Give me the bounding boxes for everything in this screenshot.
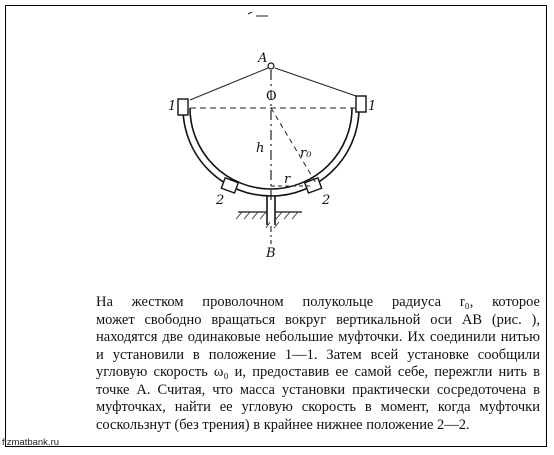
- problem-line-5: угловую скорость ω₀ и, предоставив ее самой себе, пережгли нить в: [96, 364, 540, 380]
- label-2-left: 2: [216, 193, 225, 208]
- problem-line-3: находятся две одинаковые небольшие муфточки. Их соединили нитью: [96, 329, 540, 345]
- problem-line-4: и установили в положение 1—1. Затем всей установке сообщили: [96, 346, 540, 363]
- problem-text: [96, 294, 540, 434]
- label-2-right: 2: [322, 193, 331, 208]
- label-h: h: [256, 141, 265, 156]
- thread-left: [190, 68, 268, 100]
- label-1-left: 1: [168, 99, 177, 114]
- coupling-1-right: [356, 96, 366, 112]
- coupling-1-left: [178, 99, 188, 115]
- label-a: A: [258, 51, 268, 66]
- label-r: r: [284, 172, 291, 187]
- label-r0: r₀: [300, 146, 312, 161]
- thread-right: [275, 68, 356, 96]
- problem-line-1: На жестком проволочном полукольце радиуса r₀, которое: [96, 294, 540, 310]
- top-mark: [248, 12, 268, 16]
- problem-line-2: может свободно вращаться вокруг вертикальной оси AB (рис. ),: [96, 311, 540, 328]
- label-o: O: [266, 89, 277, 104]
- problem-line-6: точке A. Считая, что масса установки практически сосредоточена в: [96, 381, 540, 398]
- point-a: [268, 63, 274, 69]
- label-b: B: [266, 246, 276, 261]
- label-1-right: 1: [368, 99, 377, 114]
- problem-line-8: соскользнут (без трения) в крайнее нижнее положение 2—2.: [96, 416, 470, 433]
- problem-line-7: муфточках, найти ее угловую скорость в момент, когда муфточки: [96, 399, 540, 415]
- watermark: fizmatbank.ru: [2, 437, 60, 448]
